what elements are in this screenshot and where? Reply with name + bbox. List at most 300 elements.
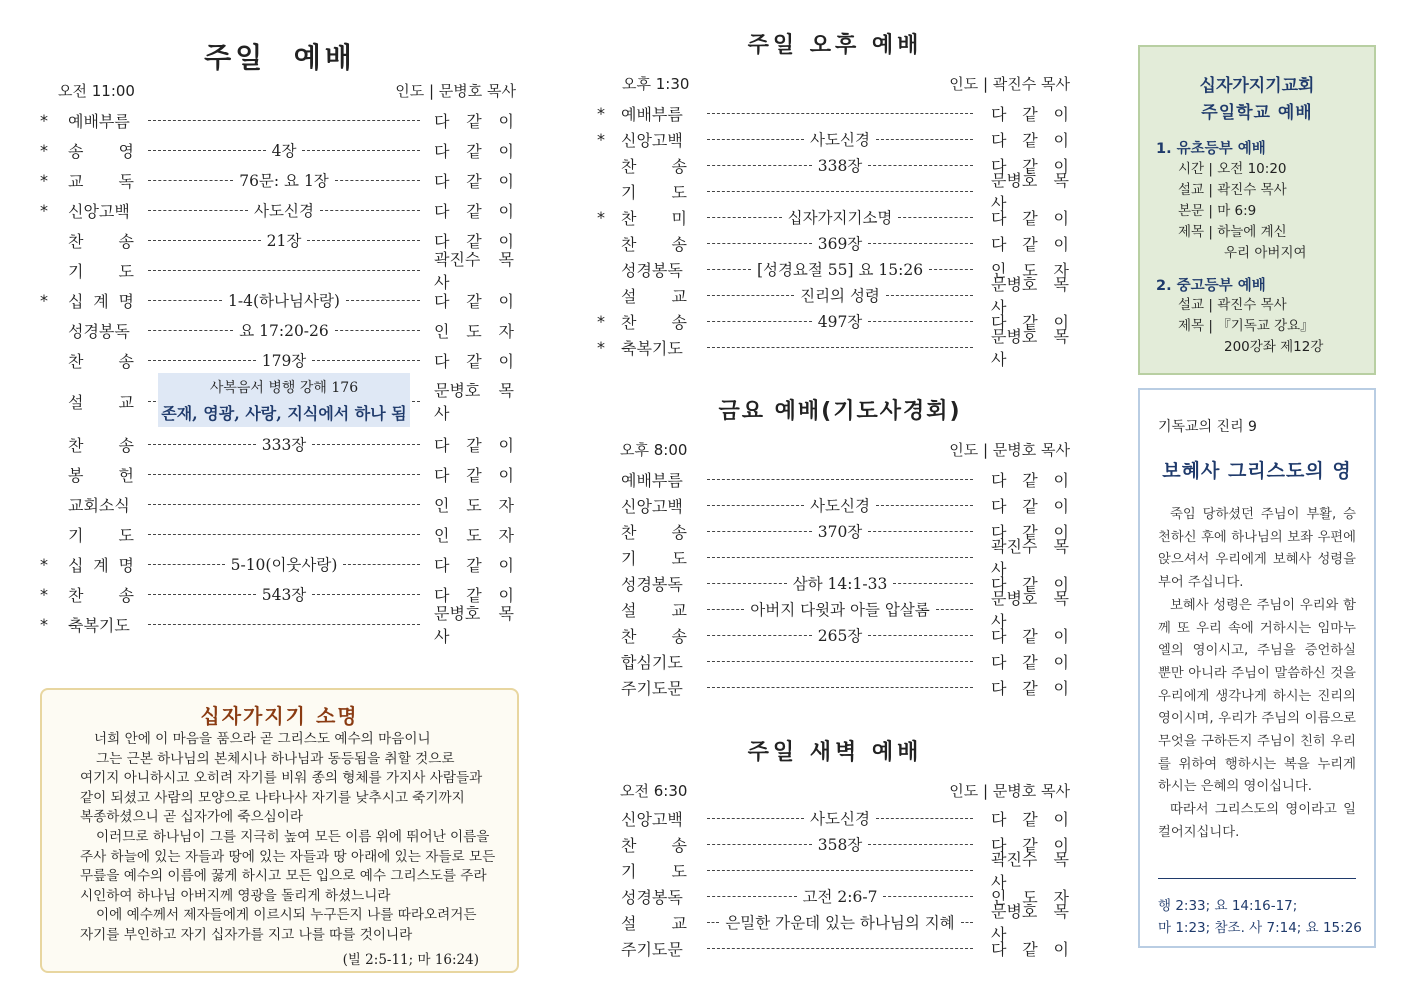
order-item-detail (707, 557, 973, 558)
order-item-detail-text: 고전 2:6-7 (802, 888, 878, 906)
leader-dashes (868, 165, 973, 166)
leader-dashes (868, 635, 973, 636)
school-line: 설교 | 곽진수 목사 (1178, 182, 1287, 198)
leader-dashes (346, 300, 420, 301)
sunday-leader: 인도 | 문병호 목사 (395, 82, 516, 100)
order-item-detail (707, 310, 973, 332)
order-item-person: 문병호 목사 (991, 327, 1069, 369)
standing-mark: * (40, 170, 48, 190)
order-row (40, 552, 518, 576)
order-item-name: 기 도 (621, 182, 687, 202)
order-item-person: 다 같 이 (991, 208, 1069, 228)
order-item-person: 다 같 이 (991, 104, 1069, 124)
friday-header (620, 439, 1070, 460)
order-item-detail-text: 사도신경 (810, 810, 870, 828)
leader-dashes (320, 210, 420, 211)
school-title-1: 십자가지기교회 (1199, 76, 1315, 96)
order-item-detail (148, 229, 420, 251)
order-item-detail-text: 76문: 요 1장 (239, 172, 329, 190)
leader-dashes (148, 330, 233, 331)
order-item-person: 곽진수 목사 (434, 250, 514, 292)
leader-dashes (707, 635, 812, 636)
leader-dashes (961, 922, 973, 923)
leader-dashes (707, 870, 973, 871)
standing-mark: * (597, 103, 605, 123)
sunday-title: 주일 예배 (204, 41, 356, 74)
order-item-detail-text: 179장 (261, 352, 307, 370)
order-row (40, 492, 518, 516)
order-item-name: 축복기도 (621, 338, 683, 358)
school-line: 우리 아버지여 (1224, 245, 1307, 261)
leader-dashes (936, 609, 973, 610)
leader-dashes (148, 534, 420, 535)
order-row (597, 623, 1071, 647)
order-item-person: 문병호 목사 (991, 589, 1069, 631)
sunday-school-box (1138, 45, 1376, 375)
order-item-name: 기 도 (68, 261, 134, 281)
standing-mark: * (40, 110, 48, 130)
order-row (597, 936, 1071, 960)
truth-title: 보혜사 그리스도의 영 (1162, 460, 1352, 482)
order-item-detail (148, 120, 420, 121)
order-item-person: 다 같 이 (434, 201, 514, 221)
leader-dashes (707, 139, 804, 140)
afternoon-title: 주일 오후 예배 (747, 33, 923, 58)
order-item-detail (707, 833, 973, 855)
order-item-name: 찬 송 (621, 522, 687, 542)
sermon-box (158, 373, 410, 427)
leader-dashes (148, 564, 225, 565)
order-item-detail (148, 553, 420, 575)
calling-line: 복종하셨으니 곧 십자가에 죽으심이라 (80, 809, 304, 826)
order-item-person: 다 같 이 (991, 130, 1069, 150)
leader-dashes (707, 505, 804, 506)
friday-time: 오후 8:00 (620, 441, 688, 459)
order-item-name: 십 계 명 (68, 555, 134, 575)
order-item-name: 십 계 명 (68, 291, 134, 311)
order-item-detail (707, 870, 973, 871)
order-row (40, 288, 518, 312)
order-item-detail-text: 338장 (817, 157, 863, 175)
leader-dashes (707, 191, 973, 192)
order-row (597, 649, 1071, 673)
order-row (597, 806, 1071, 830)
order-item-detail (707, 479, 973, 480)
friday-title: 금요 예배(기도사경회) (718, 399, 962, 424)
leader-dashes (868, 321, 973, 322)
order-row (40, 432, 518, 456)
order-item-person: 인 도 자 (991, 887, 1069, 907)
order-item-person: 다 같 이 (434, 231, 514, 251)
calling-text (80, 730, 505, 946)
calling-line: 여기지 아니하시고 오히려 자기를 비워 종의 형체를 가지사 사람들과 (80, 770, 483, 787)
order-item-person: 다 같 이 (991, 835, 1069, 855)
order-item-name: 찬 송 (621, 626, 687, 646)
order-row (597, 537, 1071, 579)
leader-dashes (312, 360, 420, 361)
order-row (40, 522, 518, 546)
order-item-detail (707, 154, 973, 176)
leader-dashes (707, 583, 787, 584)
order-item-person: 다 같 이 (434, 291, 514, 311)
order-item-person: 문병호 목사 (434, 604, 514, 646)
order-item-person: 다 같 이 (434, 141, 514, 161)
order-row (597, 231, 1071, 255)
calling-line: 무릎을 예수의 이름에 꿇게 하시고 모든 입으로 예수 그리스도를 주라 (80, 868, 487, 885)
order-item-name: 기 도 (68, 525, 134, 545)
order-row (40, 108, 518, 132)
order-item-detail-text: 사도신경 (810, 497, 870, 515)
leader-dashes (876, 505, 973, 506)
order-item-person: 다 같 이 (991, 626, 1069, 646)
order-item-detail-text: 333장 (261, 436, 307, 454)
order-item-detail-text: 543장 (261, 586, 307, 604)
order-row (40, 168, 518, 192)
standing-mark: * (597, 337, 605, 357)
order-item-detail-text: [성경요절 55] 요 15:26 (756, 261, 924, 279)
order-item-person: 곽진수 목사 (991, 537, 1069, 579)
leader-dashes (868, 844, 973, 845)
standing-mark: * (40, 290, 48, 310)
order-item-person: 다 같 이 (434, 465, 514, 485)
order-row (597, 101, 1071, 125)
leader-dashes (893, 583, 973, 584)
calling-title: 십자가지기 소명 (200, 704, 359, 728)
order-item-person: 곽진수 목사 (991, 850, 1069, 892)
order-item-detail (707, 598, 973, 620)
order-item-name: 봉 헌 (68, 465, 134, 485)
leader-dashes (312, 594, 420, 595)
leader-dashes (335, 330, 420, 331)
order-item-detail-text: 358장 (817, 836, 863, 854)
leader-dashes (707, 661, 973, 662)
order-row (40, 250, 518, 292)
order-item-person: 다 같 이 (991, 678, 1069, 698)
leader-dashes (148, 210, 248, 211)
calling-line: 이러므로 하나님이 그를 지극히 높여 모든 이름 위에 뛰어난 이름을 (96, 828, 490, 845)
order-row (597, 127, 1071, 151)
order-item-name: 성경봉독 (621, 574, 683, 594)
leader-dashes (876, 139, 973, 140)
order-item-name: 축복기도 (68, 615, 130, 635)
order-item-detail (148, 349, 420, 371)
order-item-detail (148, 474, 420, 475)
order-item-detail (707, 206, 973, 228)
standing-mark: * (597, 207, 605, 227)
order-item-person: 다 같 이 (991, 156, 1069, 176)
order-item-person: 인 도 자 (991, 260, 1069, 280)
order-item-detail-text: 497장 (817, 313, 863, 331)
order-item-name: 찬 송 (621, 312, 687, 332)
leader-dashes (312, 444, 420, 445)
order-item-name: 기 도 (621, 861, 687, 881)
order-item-person: 문병호 목사 (991, 275, 1069, 317)
order-item-detail-text: 21장 (266, 232, 302, 250)
leader-dashes (898, 217, 973, 218)
order-item-name: 찬 송 (68, 351, 134, 371)
calling-box (40, 688, 519, 973)
order-item-name: 주기도문 (621, 678, 683, 698)
order-row (597, 327, 1071, 369)
order-item-name: 신앙고백 (621, 809, 683, 829)
afternoon-header (622, 73, 1070, 94)
leader-dashes (707, 896, 797, 897)
dawn-leader: 인도 | 문병호 목사 (949, 782, 1070, 800)
order-item-name: 성경봉독 (621, 887, 683, 907)
leader-dashes (707, 113, 973, 114)
order-item-detail (707, 258, 973, 280)
order-item-detail (707, 807, 973, 829)
truth-paragraph: 보혜사 성령은 주님이 우리와 함께 또 우리 속에 거하시는 임마누엘의 영이시고, 주님을 증언하실 뿐만 아니라 주님이 말씀하신 것을 우리에게 생각나게 하시는 진리의 영이시며, 우리가 주님의 이름으로 무엇을 구하든지 주님이 친히 우리를 위하여 행하시는 복을 누리게 하시는 은혜의 영이십니다. (1158, 597, 1356, 795)
order-item-person: 다 같 이 (434, 435, 514, 455)
order-item-name: 찬 송 (621, 156, 687, 176)
school-line: 시간 | 오전 10:20 (1178, 161, 1287, 177)
dawn-header (620, 780, 1070, 801)
leader-dashes (868, 243, 973, 244)
order-item-detail (707, 624, 973, 646)
leader-dashes (148, 120, 420, 121)
leader-dashes (868, 531, 973, 532)
leader-dashes (307, 240, 420, 241)
order-row (597, 675, 1071, 699)
leader-dashes (707, 948, 973, 949)
order-item-person: 다 같 이 (991, 652, 1069, 672)
order-item-detail-text: 265장 (817, 627, 863, 645)
order-item-person: 다 같 이 (434, 111, 514, 131)
calling-line: 같이 되셨고 사람의 모양으로 나타나사 자기를 낮추시고 죽기까지 (80, 789, 465, 806)
order-item-detail (148, 583, 420, 605)
order-item-detail-text: 370장 (817, 523, 863, 541)
leader-dashes (707, 531, 812, 532)
order-item-detail (707, 191, 973, 192)
order-item-detail-text: 5-10(이웃사랑) (230, 556, 338, 574)
truth-divider (1158, 878, 1356, 879)
order-item-name: 찬 송 (68, 231, 134, 251)
order-row (597, 171, 1071, 213)
order-item-detail (148, 289, 420, 311)
order-item-detail (148, 199, 420, 221)
order-item-detail (148, 139, 420, 161)
leader-dashes (343, 564, 420, 565)
order-item-detail (707, 284, 973, 306)
leader-dashes (707, 269, 751, 270)
order-item-detail (148, 319, 420, 341)
order-item-name: 예배부름 (621, 104, 683, 124)
standing-mark: * (597, 129, 605, 149)
order-item-detail (148, 534, 420, 535)
afternoon-time: 오후 1:30 (622, 75, 690, 93)
truth-body (1158, 504, 1356, 845)
standing-mark: * (40, 554, 48, 574)
sunday-time: 오전 11:00 (58, 82, 135, 100)
school-line: 본문 | 마 6:9 (1178, 203, 1257, 219)
order-item-detail (707, 948, 973, 949)
school-sec2-lines (1178, 295, 1323, 358)
order-row (40, 318, 518, 342)
order-item-person: 다 같 이 (434, 585, 514, 605)
order-item-name: 송 영 (68, 141, 134, 161)
order-row (597, 850, 1071, 892)
leader-dashes (707, 609, 744, 610)
order-item-person: 다 같 이 (991, 809, 1069, 829)
order-item-detail-text: 369장 (817, 235, 863, 253)
order-item-person: 다 같 이 (991, 470, 1069, 490)
calling-line: 그는 근본 하나님의 본체시나 하나님과 동등됨을 취할 것으로 (96, 750, 455, 767)
sermon-series: 사복음서 병행 강해 176 (209, 380, 359, 396)
truth-series: 기독교의 진리 9 (1158, 419, 1257, 435)
school-sec1-lines (1178, 159, 1307, 264)
order-item-name: 찬 송 (68, 435, 134, 455)
leader-dashes (148, 444, 256, 445)
leader-dashes (876, 818, 973, 819)
order-item-detail-text: 십자가지기소명 (787, 209, 893, 227)
dawn-time: 오전 6:30 (620, 782, 688, 800)
order-item-person: 다 같 이 (991, 234, 1069, 254)
leader-dashes (148, 624, 420, 625)
leader-dashes (148, 300, 222, 301)
order-item-name: 찬 미 (621, 208, 687, 228)
leader-dashes (707, 818, 804, 819)
school-line: 200강좌 제12강 (1224, 339, 1324, 355)
order-item-person: 다 같 이 (991, 939, 1069, 959)
order-row (597, 275, 1071, 317)
truth-refs-1: 행 2:33; 요 14:16-17; (1158, 898, 1298, 914)
standing-mark: * (40, 614, 48, 634)
leader-dashes (148, 474, 420, 475)
order-row (40, 604, 518, 646)
order-item-name: 성경봉독 (621, 260, 683, 280)
order-item-name: 설 교 (68, 392, 134, 412)
order-item-detail (707, 687, 973, 688)
school-line: 제목 | 하늘에 계신 (1178, 224, 1287, 240)
order-item-person: 다 같 이 (991, 574, 1069, 594)
leader-dashes (929, 269, 973, 270)
leader-dashes (707, 557, 973, 558)
leader-dashes (707, 217, 782, 218)
leader-dashes (707, 165, 812, 166)
leader-dashes (707, 321, 812, 322)
leader-dashes (148, 270, 420, 271)
calling-line: 주사 하늘에 있는 자들과 땅에 있는 자들과 땅 아래에 있는 자들로 모든 (80, 848, 496, 865)
truth-paragraph: 죽임 당하셨던 주님이 부활, 승천하신 후에 하나님의 보좌 우편에 앉으셔서 우리에게 보혜사 성령을 부어 주십니다. (1158, 507, 1356, 591)
order-row (40, 348, 518, 372)
order-item-person: 인 도 자 (434, 495, 514, 515)
order-row (40, 138, 518, 162)
truth-paragraph: 따라서 그리스도의 영이라고 일컬어지십니다. (1158, 802, 1356, 840)
leader-dashes (707, 295, 794, 296)
order-item-detail-text: 아버지 다윗과 아들 압살롬 (750, 601, 930, 619)
school-sec2-heading: 2. 중고등부 예배 (1156, 278, 1266, 294)
friday-leader: 인도 | 문병호 목사 (949, 441, 1070, 459)
order-item-detail (148, 504, 420, 505)
order-item-name: 교회소식 (68, 495, 130, 515)
order-item-person: 문병호 목사 (991, 171, 1069, 213)
order-item-detail-text: 요 17:20-26 (239, 322, 329, 340)
order-item-detail (707, 128, 973, 150)
leader-dashes (883, 896, 973, 897)
standing-mark: * (40, 584, 48, 604)
order-item-name: 성경봉독 (68, 321, 130, 341)
order-item-person: 인 도 자 (434, 321, 514, 341)
order-item-person: 다 같 이 (991, 522, 1069, 542)
calling-ref: (빌 2:5-11; 마 16:24) (342, 952, 479, 968)
order-item-detail (707, 232, 973, 254)
order-item-detail (707, 911, 973, 933)
order-item-name: 신앙고백 (68, 201, 130, 221)
standing-mark: * (40, 200, 48, 220)
order-item-detail (148, 169, 420, 191)
calling-line: 시인하여 하나님 아버지께 영광을 돌리게 하셨느니라 (80, 887, 391, 904)
order-item-detail (707, 661, 973, 662)
leader-dashes (707, 687, 973, 688)
order-item-person: 인 도 자 (434, 525, 514, 545)
order-item-person: 다 같 이 (434, 555, 514, 575)
order-item-detail (707, 572, 973, 594)
order-item-detail-text: 4장 (271, 142, 297, 160)
school-line: 제목 | 『기독교 강요』 (1178, 318, 1314, 334)
leader-dashes (148, 360, 256, 361)
order-item-name: 설 교 (621, 600, 687, 620)
leader-dashes (707, 844, 812, 845)
order-item-detail (707, 347, 973, 348)
order-item-person: 다 같 이 (991, 312, 1069, 332)
leader-dashes (148, 594, 256, 595)
order-item-name: 설 교 (621, 286, 687, 306)
truth-box (1138, 388, 1376, 948)
order-row (597, 493, 1071, 517)
calling-line: 너희 안에 이 마음을 품으라 곧 그리스도 예수의 마음이니 (94, 731, 431, 747)
order-item-name: 예배부름 (621, 470, 683, 490)
order-item-name: 찬 송 (68, 585, 134, 605)
order-item-name: 예배부름 (68, 111, 130, 131)
sunday-header (58, 80, 516, 101)
leader-dashes (707, 922, 719, 923)
order-item-detail (707, 520, 973, 542)
truth-refs-2: 마 1:23; 참조. 사 7:14; 요 15:26 (1158, 920, 1362, 936)
order-item-detail (148, 624, 420, 625)
leader-dashes (886, 295, 973, 296)
order-item-detail (148, 270, 420, 271)
order-item-name: 신앙고백 (621, 130, 683, 150)
school-line: 설교 | 곽진수 목사 (1178, 297, 1287, 313)
leader-dashes (707, 479, 973, 480)
order-item-person: 문병호 목사 (434, 381, 514, 423)
school-sec1-heading: 1. 유초등부 예배 (1156, 141, 1266, 157)
leader-dashes (148, 504, 420, 505)
standing-mark: * (40, 140, 48, 160)
order-item-detail-text: 삼하 14:1-33 (792, 575, 888, 593)
order-item-detail-text: 사도신경 (254, 202, 314, 220)
order-item-person: 다 같 이 (434, 351, 514, 371)
leader-dashes (148, 180, 233, 181)
calling-line: 이에 예수께서 제자들에게 이르시되 누구든지 나를 따라오려거든 (96, 907, 477, 924)
order-item-name: 합심기도 (621, 652, 683, 672)
order-row (597, 902, 1071, 944)
order-item-detail-text: 사도신경 (810, 131, 870, 149)
order-item-name: 찬 송 (621, 835, 687, 855)
school-title-2: 주일학교 예배 (1201, 103, 1313, 123)
order-row (597, 589, 1071, 631)
leader-dashes (302, 150, 420, 151)
order-item-name: 교 독 (68, 171, 134, 191)
dawn-title: 주일 새벽 예배 (747, 740, 923, 765)
leader-dashes (148, 150, 266, 151)
order-item-name: 주기도문 (621, 939, 683, 959)
standing-mark: * (597, 311, 605, 331)
order-row (40, 198, 518, 222)
order-row (597, 467, 1071, 491)
order-item-detail-text: 진리의 성령 (800, 287, 880, 305)
